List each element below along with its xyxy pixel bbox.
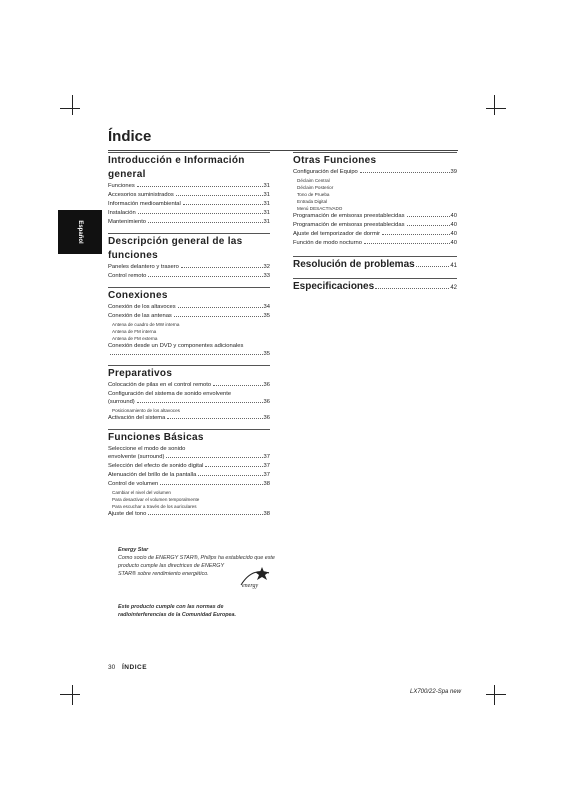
eu-compliance-note [118, 603, 236, 619]
toc-page-number: 40 [450, 231, 457, 237]
toc-subentry: Para escuchar a través de los auriculares [112, 504, 197, 509]
dot-leader [174, 316, 263, 317]
dot-leader [148, 222, 263, 223]
toc-entry-text: Conexión de las antenas [108, 313, 172, 319]
toc-page-number: 36 [263, 382, 270, 388]
page-number: 30 [108, 664, 116, 671]
dot-leader [183, 204, 263, 205]
energy-star-line: STAR® sobre rendimiento energético. [118, 571, 209, 577]
toc-entry-text: Configuración del sistema de sonido envolvente [108, 391, 232, 397]
crop-mark [494, 95, 495, 115]
dot-leader [407, 216, 450, 217]
toc-entry-text: Programación de emisoras preestablecidas [293, 213, 405, 219]
dot-leader [181, 267, 263, 268]
toc-page-number: 41 [450, 263, 457, 269]
toc-entry-text: Selección del efecto de sonido digital [108, 463, 204, 469]
toc-entry[interactable] [108, 398, 270, 407]
eu-note-line: radiointerferencias de la Comunidad Europea. [118, 612, 237, 618]
toc-entry-text: Función de modo nocturno [293, 240, 362, 246]
dot-leader [364, 243, 450, 244]
section-title: Descripción general de las funciones [108, 236, 243, 261]
toc-page-number: 31 [263, 219, 270, 225]
toc-entry-text: Programación de emisoras preestablecidas [293, 222, 405, 228]
footer-section-name: ÍNDICE [122, 664, 148, 671]
dot-leader [137, 402, 263, 403]
toc-page-number: 31 [263, 210, 270, 216]
toc-entry[interactable] [293, 221, 457, 230]
toc-page-number: 31 [263, 201, 270, 207]
toc-entry[interactable] [293, 168, 457, 177]
crop-mark [60, 694, 80, 695]
section-title: Otras Funciones [293, 155, 377, 166]
toc-entry[interactable] [108, 218, 270, 227]
toc-section [108, 152, 270, 227]
toc-entry-text: envolvente (surround) [108, 454, 165, 460]
toc-entry-text: Control de volumen [108, 481, 159, 487]
toc-page-number: 31 [263, 183, 270, 189]
section-title: Introducción e Información general [108, 155, 245, 180]
toc-page-number: 36 [263, 399, 270, 405]
toc-entry-text: Información medioambiental [108, 201, 181, 207]
toc-entry[interactable] [293, 239, 457, 248]
dot-leader [148, 276, 262, 277]
toc-entry-text: Activación del sistema [108, 415, 166, 421]
toc-entry[interactable] [108, 263, 270, 272]
dot-leader [137, 186, 263, 187]
crop-mark [494, 685, 495, 705]
toc-entry-text: Accesorios suministrados [108, 192, 174, 198]
toc-page-number: 38 [263, 511, 270, 517]
toc-page-number: 35 [263, 351, 270, 357]
toc-subentry: Menú DESACTIVADO [297, 206, 343, 211]
toc-page-number: 34 [263, 304, 270, 310]
toc-page-number: 32 [263, 264, 270, 270]
toc-entry[interactable] [108, 191, 270, 200]
toc-entry[interactable] [108, 272, 270, 281]
energy-logo-text: energy [242, 583, 259, 589]
toc-entry-text: Atenuación del brillo de la pantalla [108, 472, 197, 478]
left-column [108, 152, 270, 525]
toc-page-number: 31 [263, 192, 270, 198]
toc-entry[interactable] [293, 230, 457, 239]
energy-star-heading: Energy Star [118, 547, 149, 553]
crop-mark [60, 108, 80, 109]
dot-leader [205, 466, 262, 467]
toc-page-number: 40 [450, 213, 457, 219]
toc-entry-text: Control remoto [108, 273, 147, 279]
toc-entry[interactable] [108, 462, 270, 471]
toc-entry-text: Seleccione el modo de sonido [108, 446, 186, 452]
toc-entry[interactable] [108, 350, 270, 359]
dot-leader [166, 457, 262, 458]
toc-entry-text: (surround) [108, 399, 135, 405]
toc-page-number: 40 [450, 240, 457, 246]
toc-section [108, 287, 270, 359]
toc-entry-text: Colocación de pilas en el control remoto [108, 382, 212, 388]
eu-note-line: Este producto cumple con las normas de [118, 604, 224, 610]
dot-leader [110, 354, 263, 355]
toc-entry[interactable] [108, 312, 270, 321]
energy-star-line: Como socio de ENERGY STAR®, Philips ha establecido que este [118, 555, 275, 561]
dot-leader [407, 225, 450, 226]
toc-page-number: 42 [450, 285, 457, 291]
section-title: Preparativos [108, 368, 173, 379]
toc-entry-text: Mantenimiento [108, 219, 147, 225]
dot-leader [138, 213, 263, 214]
right-column [293, 152, 457, 292]
dot-leader [213, 385, 262, 386]
toc-page-number: 38 [263, 481, 270, 487]
toc-subentry: Antena de cuadro de MW interna [112, 322, 180, 327]
dot-leader [176, 195, 263, 196]
toc-page-number: 33 [263, 273, 270, 279]
toc-entry[interactable] [108, 510, 270, 519]
dot-leader [148, 514, 262, 515]
toc-entry-text: Ajuste del temporizador de dormir [293, 231, 380, 237]
toc-subentry: Déclaim Central [297, 178, 330, 183]
toc-section [108, 365, 270, 423]
toc-entry-text: Configuración del Equipo [293, 169, 358, 175]
model-code: LX700/22-Spa new [410, 689, 462, 695]
toc-entry-text: Funciones [108, 183, 135, 189]
dot-leader [382, 234, 450, 235]
toc-entry[interactable] [108, 480, 270, 489]
toc-page-number: 37 [263, 472, 270, 478]
dot-leader [360, 172, 450, 173]
toc-subentry: Déclaim Posterior [297, 185, 334, 190]
dot-leader [178, 307, 263, 308]
toc-section [108, 429, 270, 519]
toc-page-number: 39 [450, 169, 457, 175]
toc-major-entry[interactable] [293, 278, 457, 292]
toc-subentry: Entrada Digital [297, 199, 328, 204]
toc-entry-text: Instalación [108, 210, 136, 216]
toc-entry-text: Especificaciones [293, 281, 375, 292]
toc-entry[interactable] [108, 182, 270, 191]
toc-entry[interactable] [108, 381, 270, 390]
toc-subentry: Cambiar el nivel del volumen [112, 490, 171, 495]
dot-leader [416, 266, 450, 267]
toc-entry[interactable] [108, 453, 270, 462]
toc-entry[interactable] [108, 209, 270, 218]
toc-section [293, 152, 457, 248]
toc-subentry: Antena de FM interna [112, 329, 157, 334]
toc-subentry: Antena de FM externa [112, 336, 158, 341]
section-title: Conexiones [108, 290, 168, 301]
toc-subentry: Para desactivar el volumen temporalmente [112, 497, 200, 502]
toc-entry[interactable] [108, 303, 270, 312]
toc-entry-text: Resolución de problemas [293, 259, 415, 270]
language-tab-label: Español [77, 220, 83, 244]
toc-major-entry[interactable] [293, 256, 457, 270]
page-title: Índice [108, 128, 152, 145]
toc-page-number: 37 [263, 463, 270, 469]
crop-mark [486, 108, 506, 109]
crop-mark [72, 95, 73, 115]
toc-entry-text: Paneles delantero y trasero [108, 264, 179, 270]
toc-entry-text: Conexión desde un DVD y componentes adicionales [108, 343, 244, 349]
toc-entry-text: Conexión de los altavoces [108, 304, 176, 310]
section-title: Funciones Básicas [108, 432, 204, 443]
toc-page-number: 37 [263, 454, 270, 460]
toc-page-number: 35 [263, 313, 270, 319]
dot-leader [198, 475, 262, 476]
toc-subentry: Posicionamiento de los altavoces [112, 408, 180, 413]
toc-entry[interactable] [108, 471, 270, 480]
dot-leader [167, 418, 262, 419]
crop-mark [486, 694, 506, 695]
energy-star-line: producto cumple las directrices de ENERGY [118, 563, 225, 569]
dot-leader [160, 484, 262, 485]
energy-star-logo [238, 565, 272, 591]
toc-page-number: 40 [450, 222, 457, 228]
dot-leader [375, 288, 449, 289]
language-tab [58, 210, 102, 254]
crop-mark [72, 685, 73, 705]
toc-page-number: 36 [263, 415, 270, 421]
toc-entry[interactable] [108, 200, 270, 209]
title-rule [108, 150, 458, 151]
toc-entry[interactable] [108, 414, 270, 423]
toc-entry[interactable] [293, 212, 457, 221]
toc-subentry: Tono de Prueba [297, 192, 330, 197]
toc-entry-text: Ajuste del tono [108, 511, 147, 517]
toc-section [108, 233, 270, 281]
